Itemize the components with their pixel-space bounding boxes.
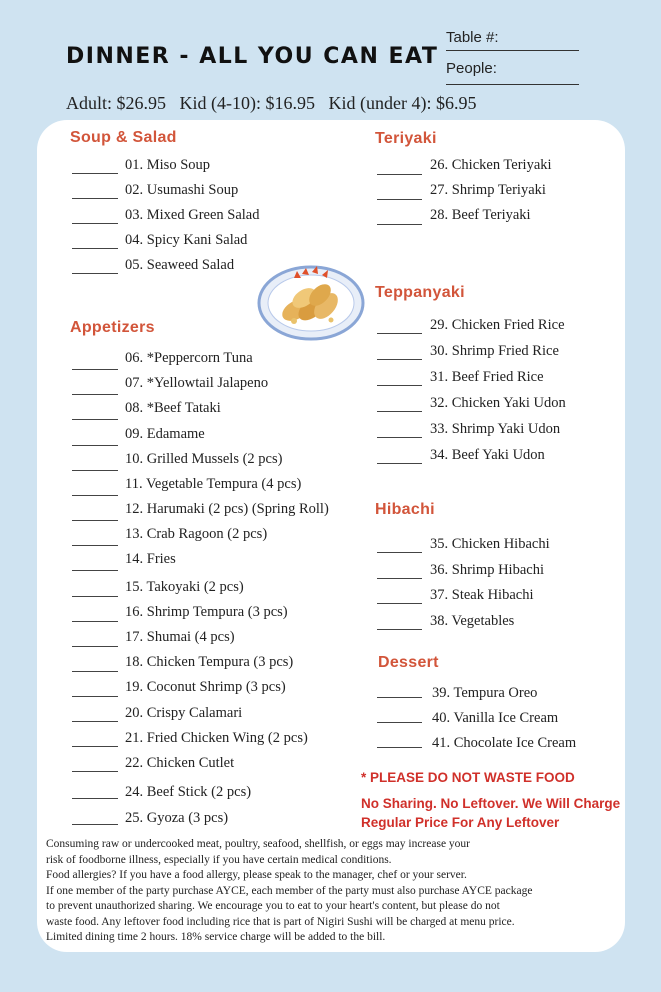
- quantity-blank[interactable]: [377, 224, 422, 225]
- fine-print-line: waste food. Any leftover food including rice that is part of Nigiri Sushi will be charged at menu price.: [46, 915, 515, 928]
- quantity-blank[interactable]: [72, 721, 118, 722]
- menu-item: 29. Chicken Fried Rice: [430, 317, 565, 333]
- people-line[interactable]: [446, 84, 579, 85]
- quantity-blank[interactable]: [72, 771, 118, 772]
- waste-notice: * PLEASE DO NOT WASTE FOOD: [361, 770, 575, 785]
- price-line: Adult: $26.95 Kid (4-10): $16.95 Kid (under 4): $6.95: [66, 93, 477, 113]
- section-title-dessert: Dessert: [378, 654, 439, 671]
- quantity-blank[interactable]: [377, 578, 422, 579]
- quantity-blank[interactable]: [377, 697, 422, 698]
- quantity-blank[interactable]: [377, 437, 422, 438]
- quantity-blank[interactable]: [72, 470, 118, 471]
- section-title-teppanyaki: Teppanyaki: [375, 284, 465, 301]
- quantity-blank[interactable]: [377, 747, 422, 748]
- fine-print-line: to prevent unauthorized sharing. We encourage you to eat to your heart's content, but please do not: [46, 900, 500, 912]
- menu-item: 04. Spicy Kani Salad: [125, 232, 248, 248]
- menu-item: 07. *Yellowtail Jalapeno: [125, 375, 269, 391]
- quantity-blank[interactable]: [72, 369, 118, 370]
- table-number-line[interactable]: [446, 50, 579, 51]
- menu-item: 14. Fries: [125, 551, 176, 567]
- quantity-blank[interactable]: [72, 671, 118, 672]
- sharing-notice-line-2: Regular Price For Any Leftover: [361, 815, 560, 830]
- menu-item: 16. Shrimp Tempura (3 pcs): [125, 604, 288, 620]
- quantity-blank[interactable]: [72, 545, 118, 546]
- menu-item: 31. Beef Fried Rice: [430, 369, 544, 385]
- menu-item: 09. Edamame: [125, 426, 205, 442]
- menu-item: 17. Shumai (4 pcs): [125, 629, 235, 645]
- menu-item: 41. Chocolate Ice Cream: [432, 735, 577, 751]
- quantity-blank[interactable]: [377, 722, 422, 723]
- section-title-hibachi: Hibachi: [375, 501, 435, 518]
- fine-print-line: Limited dining time 2 hours. 18% service charge will be added to the bill.: [46, 931, 386, 943]
- quantity-blank[interactable]: [72, 394, 118, 395]
- sharing-notice-line-1: No Sharing. No Leftover. We Will Charge: [361, 796, 621, 811]
- quantity-blank[interactable]: [377, 199, 422, 200]
- fine-print: [46, 837, 636, 946]
- quantity-blank[interactable]: [72, 824, 118, 825]
- quantity-blank[interactable]: [72, 798, 118, 799]
- menu-item: 38. Vegetables: [430, 613, 515, 629]
- menu-item: 03. Mixed Green Salad: [125, 207, 260, 223]
- menu-item: 26. Chicken Teriyaki: [430, 157, 552, 173]
- quantity-blank[interactable]: [72, 495, 118, 496]
- menu-item: 32. Chicken Yaki Udon: [430, 395, 566, 411]
- menu-item: 34. Beef Yaki Udon: [430, 447, 545, 463]
- menu-item: 01. Miso Soup: [125, 157, 211, 173]
- quantity-blank[interactable]: [72, 445, 118, 446]
- menu-item: 40. Vanilla Ice Cream: [432, 710, 559, 726]
- quantity-blank[interactable]: [72, 419, 118, 420]
- fine-print-line: risk of foodborne illness, especially if you have certain medical conditions.: [46, 853, 392, 866]
- menu-item: 21. Fried Chicken Wing (2 pcs): [125, 730, 308, 746]
- quantity-blank[interactable]: [72, 223, 118, 224]
- quantity-blank[interactable]: [72, 646, 118, 647]
- quantity-blank[interactable]: [377, 463, 422, 464]
- quantity-blank[interactable]: [377, 333, 422, 334]
- section-title-soup-salad: Soup & Salad: [70, 129, 177, 146]
- people-label: People:: [446, 60, 497, 77]
- quantity-blank[interactable]: [72, 198, 118, 199]
- quantity-blank[interactable]: [72, 173, 118, 174]
- menu-item: 24. Beef Stick (2 pcs): [125, 784, 252, 800]
- menu-item: 18. Chicken Tempura (3 pcs): [125, 654, 294, 670]
- quantity-blank[interactable]: [72, 746, 118, 747]
- menu-item: 06. *Peppercorn Tuna: [125, 350, 253, 366]
- menu-item: 35. Chicken Hibachi: [430, 536, 550, 552]
- menu-item: 39. Tempura Oreo: [432, 685, 538, 701]
- quantity-blank[interactable]: [72, 273, 118, 274]
- quantity-blank[interactable]: [377, 552, 422, 553]
- quantity-blank[interactable]: [377, 629, 422, 630]
- menu-item: 08. *Beef Tataki: [125, 400, 221, 416]
- menu-item: 12. Harumaki (2 pcs) (Spring Roll): [125, 501, 329, 517]
- menu-item: 30. Shrimp Fried Rice: [430, 343, 559, 359]
- menu-item: 20. Crispy Calamari: [125, 705, 243, 721]
- menu-item: 33. Shrimp Yaki Udon: [430, 421, 561, 437]
- table-number-label: Table #:: [446, 29, 499, 46]
- quantity-blank[interactable]: [72, 570, 118, 571]
- quantity-blank[interactable]: [72, 248, 118, 249]
- menu-item: 19. Coconut Shrimp (3 pcs): [125, 679, 286, 695]
- fine-print-line: Consuming raw or undercooked meat, poultry, seafood, shellfish, or eggs may increase your: [46, 838, 471, 850]
- shrimp-tempura-plate-image: [256, 258, 366, 346]
- quantity-blank[interactable]: [377, 603, 422, 604]
- menu-item: 25. Gyoza (3 pcs): [125, 810, 229, 826]
- quantity-blank[interactable]: [72, 621, 118, 622]
- menu-item: 36. Shrimp Hibachi: [430, 562, 544, 578]
- section-title-appetizers: Appetizers: [70, 319, 155, 336]
- quantity-blank[interactable]: [377, 385, 422, 386]
- fine-print-line: Food allergies? If you have a food allergy, please speak to the manager, chef or your server.: [46, 869, 467, 881]
- menu-item: 28. Beef Teriyaki: [430, 207, 531, 223]
- menu-item: 05. Seaweed Salad: [125, 257, 235, 273]
- section-title-teriyaki: Teriyaki: [375, 130, 437, 147]
- menu-item: 11. Vegetable Tempura (4 pcs): [125, 476, 302, 492]
- fine-print-line: If one member of the party purchase AYCE, each member of the party must also purchase AYCE package: [46, 884, 533, 897]
- quantity-blank[interactable]: [72, 520, 118, 521]
- quantity-blank[interactable]: [72, 596, 118, 597]
- menu-item: 13. Crab Ragoon (2 pcs): [125, 526, 268, 542]
- menu-item: 02. Usumashi Soup: [125, 182, 239, 198]
- shrimp-tempura-plate-icon: [256, 258, 366, 342]
- quantity-blank[interactable]: [72, 696, 118, 697]
- menu-item: 10. Grilled Mussels (2 pcs): [125, 451, 283, 467]
- quantity-blank[interactable]: [377, 359, 422, 360]
- menu-item: 22. Chicken Cutlet: [125, 755, 235, 771]
- quantity-blank[interactable]: [377, 411, 422, 412]
- menu-title: DINNER - ALL YOU CAN EAT: [66, 44, 439, 69]
- menu-item: 27. Shrimp Teriyaki: [430, 182, 546, 198]
- menu-item: 37. Steak Hibachi: [430, 587, 534, 603]
- menu-item: 15. Takoyaki (2 pcs): [125, 579, 244, 595]
- quantity-blank[interactable]: [377, 174, 422, 175]
